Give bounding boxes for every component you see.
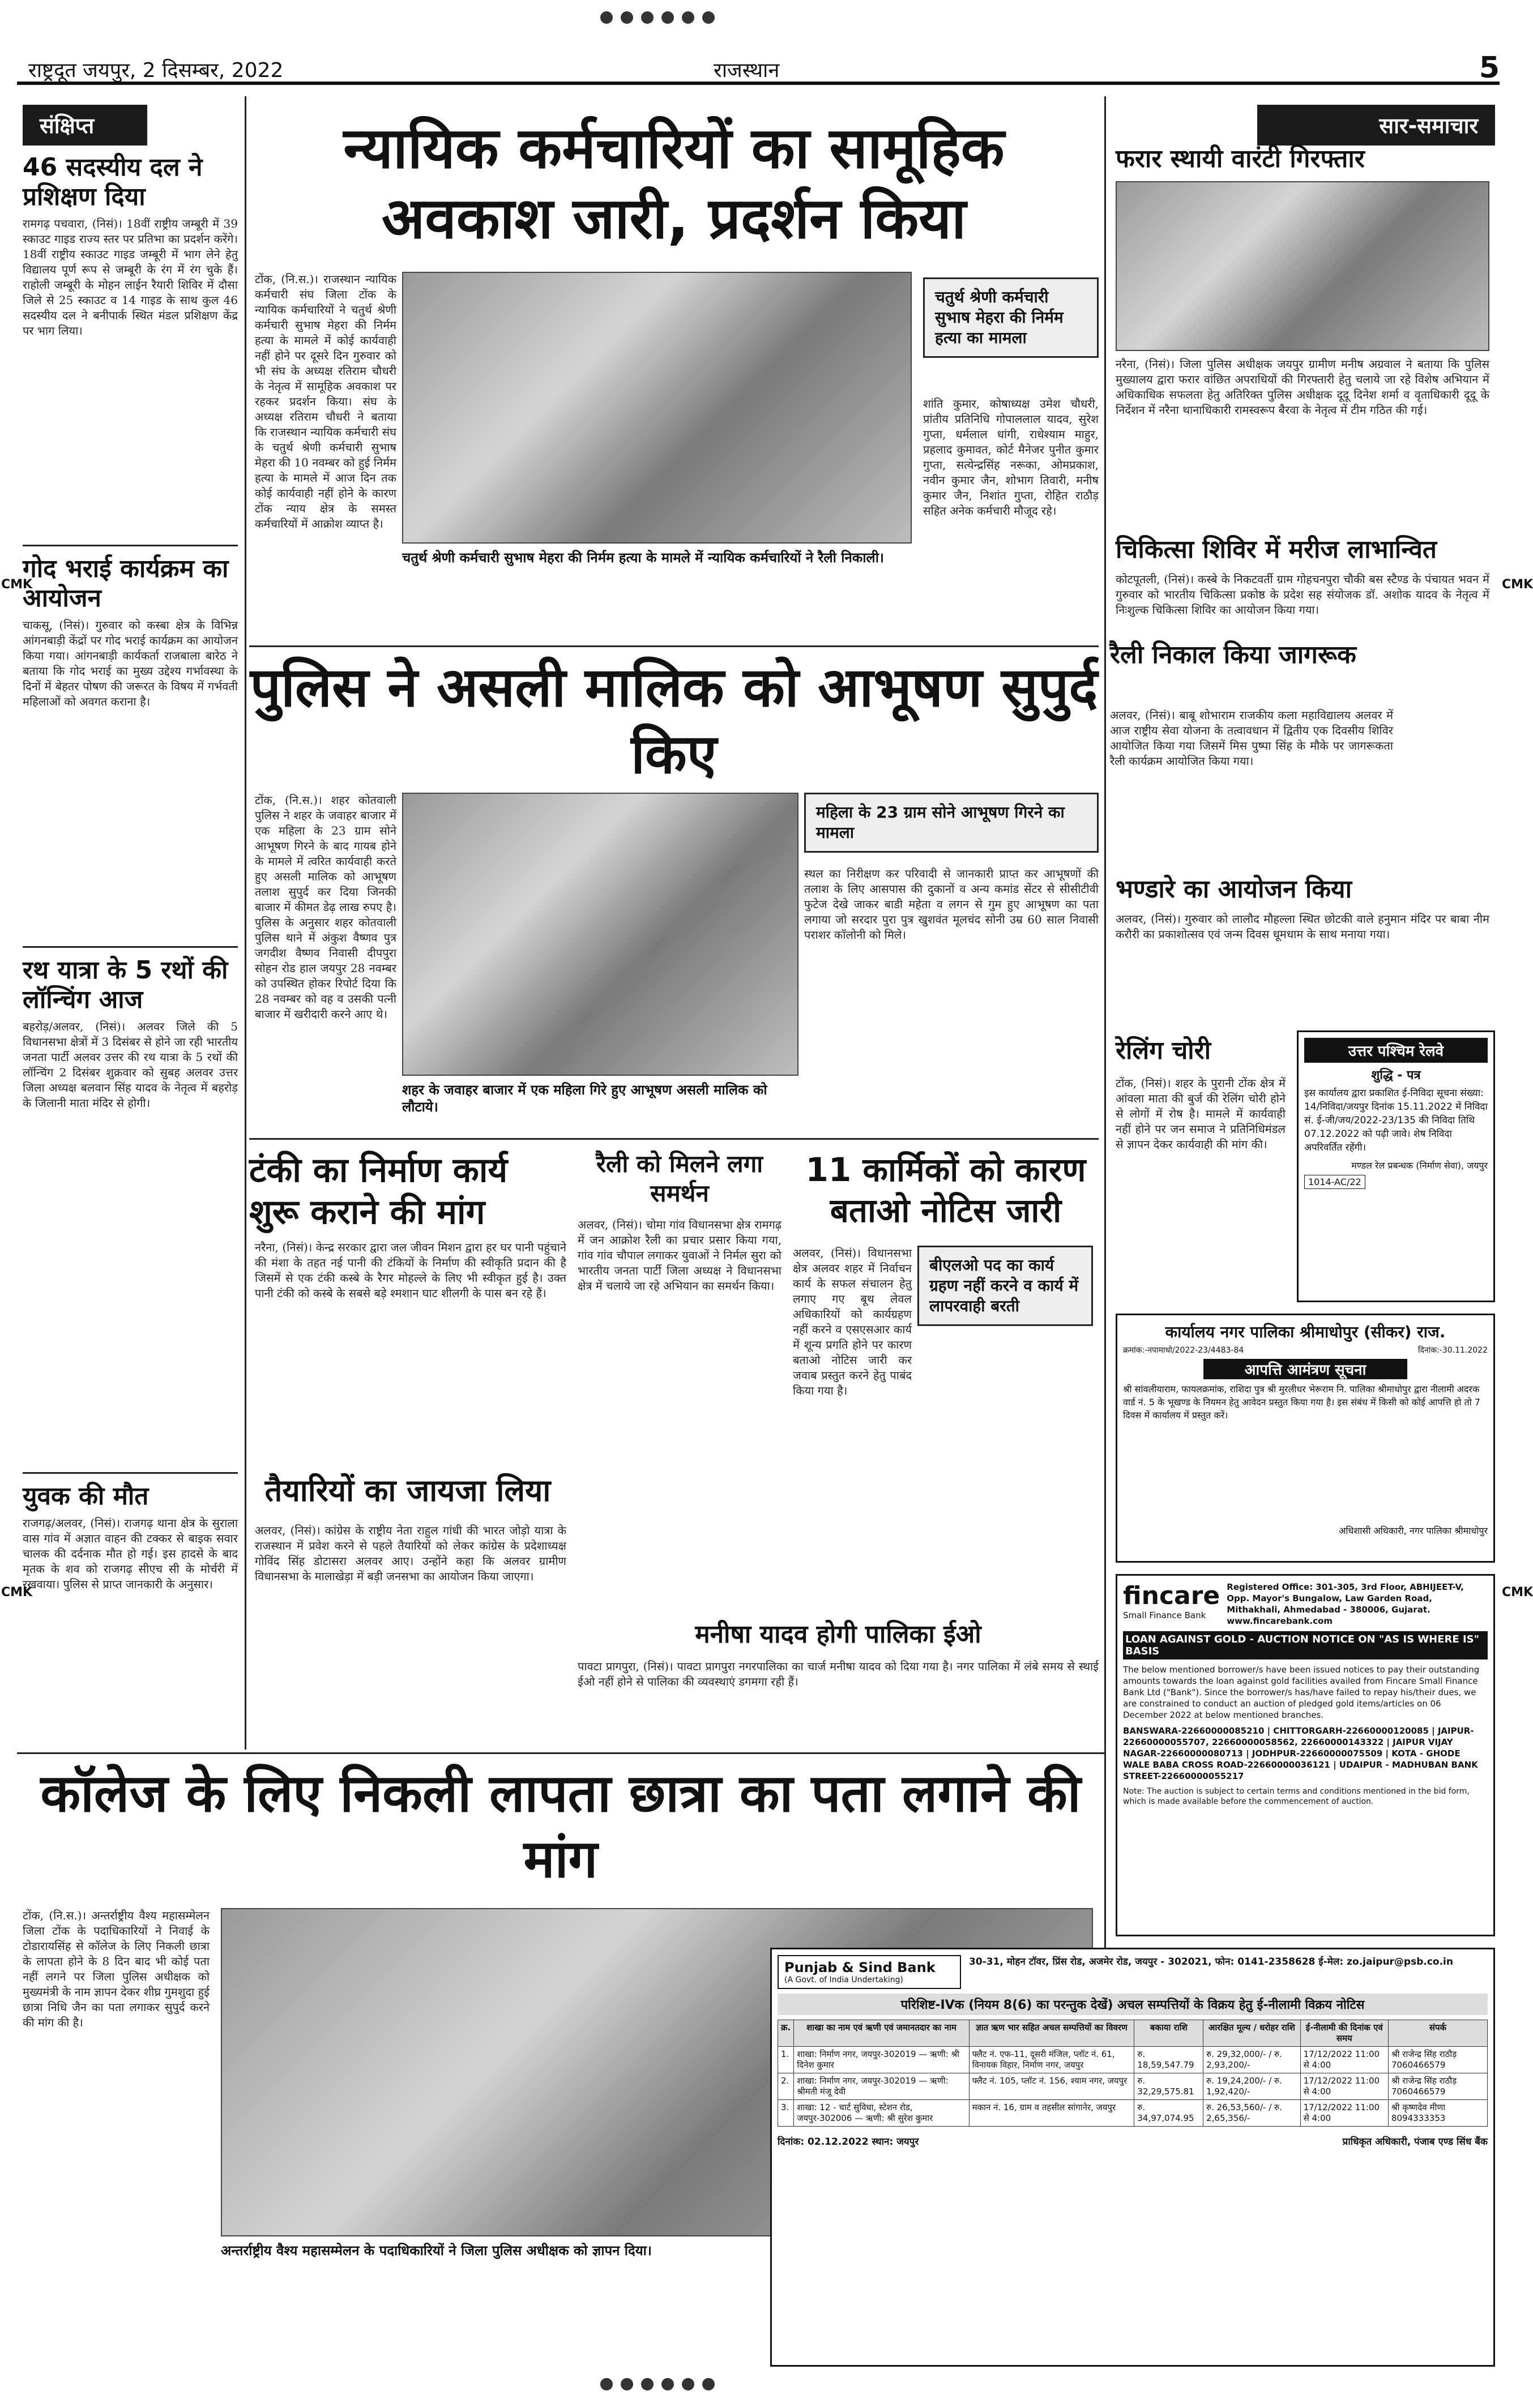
psb-footer-date: दिनांक: 02.12.2022 स्थान: जयपुर xyxy=(778,2136,919,2148)
cell: शाखा: निर्माण नगर, जयपुर-302019 — ऋणी: श्रीमती मंजू देवी xyxy=(794,2073,969,2100)
divider xyxy=(23,946,238,948)
nagar-notice xyxy=(1116,1314,1495,1563)
cell: श्री राजेन्द्र सिंह राठौड़ 7060466579 xyxy=(1388,2073,1487,2100)
psb-footer xyxy=(778,2135,1488,2148)
brief-heading: गोद भराई कार्यक्रम का आयोजन xyxy=(23,554,229,613)
story2-headline: पुलिस ने असली मालिक को आभूषण सुपुर्द किए xyxy=(250,656,1098,786)
col-header: संपर्क xyxy=(1388,2020,1487,2047)
print-dots-bottom xyxy=(600,2378,723,2393)
print-dots-top xyxy=(600,11,723,26)
story1-text-continued: शांति कुमार, कोषाध्यक्ष उमेश चौधरी, प्रांतीय प्रतिनिधि गोपाललाल यादव, सुरेश गुप्ता, धर्मलाल धांगी, राधेश्याम माहुर, प्रहलाद कुमावत, कोर्ट मैनेजर पुनीत कुमार गुप्ता, सत्येन्द्रसिंह नरूका, ओमप्रकाश, नवीन कुमार जैन, शोभाग तिवारी, मनीष कुमार जैन, निशांत गुप्ता, रोहित राठौड़ सहित अनेक कर्मचारी मौजूद रहे। xyxy=(923,397,1099,517)
story1-headline: न्यायिक कर्मचारियों का सामूहिक अवकाश जारी, प्रदर्शन किया xyxy=(343,115,1005,251)
right-brief-heading: रेलिंग चोरी xyxy=(1116,1036,1211,1065)
col-header: ई-नीलामी की दिनांक एवं समय xyxy=(1300,2020,1388,2047)
cell: रु. 29,32,000/- / रु. 2,93,200/- xyxy=(1203,2047,1300,2073)
fincare-note: Note: The auction is subject to certain terms and conditions mentioned in the bid form, which is made available before the commencement of auction. xyxy=(1123,1787,1470,1806)
cell: मकान नं. 16, ग्राम व तहसील सांगानेर, जयपुर xyxy=(969,2100,1134,2127)
header-section: राजस्थान xyxy=(714,59,780,82)
psb-sign: प्राधिकृत अधिकारी, पंजाब एण्ड सिंध बैंक xyxy=(1342,2136,1488,2148)
divider xyxy=(17,1752,1104,1754)
story2-photo xyxy=(402,793,798,1076)
header-dateline: राष्ट्रदूत जयपुर, 2 दिसम्बर, 2022 xyxy=(28,59,284,82)
story9-headline: रैली निकाल किया जागरूक xyxy=(1110,640,1356,669)
brief-text: रामगढ़ पचवारा, (निसं)। 18वीं राष्ट्रीय जम्बूरी में 39 स्काउट गाइड राज्य स्तर पर प्रतिभा का प्रदर्शन करेंगे। 18वीं राष्ट्रीय स्काउट गाइड जम्बूरी में भाग लेने हेतु विद्यालय पूर्ण रूप से जम्बूरी के रंग में रंग चुके हैं। राहोली जम्बूरी के मोहन लाईन रैयारी शिविर में दौसा जिले से 25 स्काउट व 14 गाइड के साथ कुल 46 सदस्यीय दल ने बनीपार्क स्थित मंडल प्रशिक्षण केंद्र पर भाग लिया। xyxy=(23,217,238,337)
sidebar-briefs xyxy=(23,153,238,1767)
railway-sub: शुद्धि - पत्र xyxy=(1371,1068,1421,1083)
right-brief-text: टोंक, (निसं)। शहर के पुरानी टोंक क्षेत्र में आंवला माता की बुर्ज की रेलिंग चोरी होने से लोगों में रोष है। मामले में कार्यवाही नहीं होने पर जन समाज ने प्रतिनिधिमंडल से ज्ञापन देकर कार्यवाही की मांग की। xyxy=(1116,1076,1286,1151)
brief-heading: 46 सदस्यीय दल ने प्रशिक्षण दिया xyxy=(23,153,203,211)
cell: 17/12/2022 11:00 से 4:00 xyxy=(1300,2073,1388,2100)
nagar-ref: क्रमांक:-नपामाधो/2022-23/4483-84 xyxy=(1123,1346,1244,1355)
story8-caption: अन्तर्राष्ट्रीय वैश्य महासम्मेलन के पदाधिकारियों ने जिला पुलिस अधीक्षक को ज्ञापन दिया। xyxy=(221,2243,652,2259)
col-header: ज्ञात ऋण भार सहित अचल सम्पत्तियों का विवरण xyxy=(969,2020,1134,2047)
fincare-logo xyxy=(1123,1581,1220,1627)
registration-mark-left-2: CMK xyxy=(1,1585,33,1599)
cell: फ्लैट नं. 105, प्लॉट नं. 156, श्याम नगर, जयपुर xyxy=(969,2073,1134,2100)
table-row xyxy=(778,2047,1488,2073)
cell: 17/12/2022 11:00 से 4:00 xyxy=(1300,2047,1388,2073)
cell: 2. xyxy=(778,2073,794,2100)
story8-text: टोंक, (नि.स.)। अन्तर्राष्ट्रीय वैश्य महासम्मेलन जिला टोंक के पदाधिकारियों ने निवाई के टोडारायसिंह से कॉलेज के लिए निकली छात्रा के लापता होने के 8 दिन बाद भी कोई पता नहीं लगने पर जिला पुलिस अधीक्षक को मुख्यमंत्री के नाम ज्ञापन देकर शीघ्र गुमशुदा हुई छात्रा निधि जैन का पता लगाकर सुपुर्द करने की मांग की है। xyxy=(23,1909,210,2029)
fincare-address: Registered Office: 301-305, 3rd Floor, ABHIJEET-V, Opp. Mayor's Bungalow, Law Garden Road, Mithakhali, Ahmedabad - 380006, Gujarat. www.fincarebank.com xyxy=(1227,1582,1464,1626)
right-brief-text: अलवर, (निसं)। गुरुवार को लालौद मौहल्ला स्थित छोटकी वाले हनुमान मंदिर पर बाबा नीम करौरी का प्रकाशोत्सव एवं जन्म दिवस धूमधाम के साथ मनाया गया। xyxy=(1116,912,1489,941)
story1-highlight: चतुर्थ श्रेणी कर्मचारी सुभाष मेहरा की निर्मम हत्या का मामला xyxy=(923,277,1099,358)
fincare-top xyxy=(1123,1581,1488,1627)
cell: 17/12/2022 11:00 से 4:00 xyxy=(1300,2100,1388,2127)
nagar-date: दिनांक:-30.11.2022 xyxy=(1417,1346,1488,1355)
col-header: बकाया राशि xyxy=(1134,2020,1203,2047)
fincare-tagline: Small Finance Bank xyxy=(1123,1610,1206,1620)
brief-heading: रथ यात्रा के 5 रथों की लॉन्चिंग आज xyxy=(23,956,228,1014)
cell: श्री कृष्णदेव मीणा 8094333353 xyxy=(1388,2100,1487,2127)
railway-sign: मण्डल रेल प्रबन्धक (निर्माण सेवा), जयपुर xyxy=(1351,1160,1488,1171)
page-header xyxy=(17,51,1500,85)
sidebar-tag: संक्षिप्त xyxy=(23,105,147,146)
right-photo xyxy=(1116,181,1489,351)
nagar-sign: अधिशासी अधिकारी, नगर पालिका श्रीमाधोपुर xyxy=(1339,1525,1488,1536)
right-tag: सार-समाचार xyxy=(1257,105,1495,146)
col-header: शाखा का नाम एवं ऋणी एवं जमानतदार का नाम xyxy=(794,2020,969,2047)
story2-highlight: महिला के 23 ग्राम सोने आभूषण गिरने का मामला xyxy=(804,793,1099,853)
psb-title: परिशिष्ट-IVक (नियम 8(6) का परन्तुक देखें) अचल सम्पत्तियों के विक्रय हेतु ई-नीलामी विक्रय नोटिस xyxy=(778,1994,1488,2015)
story3-text: नरैना, (निसं)। केन्द्र सरकार द्वारा जल जीवन मिशन द्वारा हर घर पानी पहुंचाने की मंशा के तहत नई पानी की टंकियों के निर्माण की स्वीकृति प्रदान की है जिसमें से एक टंकी कस्बे के रैगर मोहल्ले के लिए भी स्वीकृत हुई है। उक्त पानी टंकी को कस्बे के सबसे बड़े श्मशान घाट शीलगी के पास बन रहे हैं। xyxy=(255,1241,566,1300)
cell: शाखा: 12 - चार्ट सुविधा, स्टेशन रोड, जयपुर-302006 — ऋणी: श्री सुरेश कुमार xyxy=(794,2100,969,2127)
fincare-brand: fincare xyxy=(1123,1581,1220,1610)
story9-text: अलवर, (निसं)। बाबू शोभाराम राजकीय कला महाविद्यालय अलवर में आज राष्ट्रीय सेवा योजना के तत्वावधान में द्वितीय एक दिवसीय शिविर आयोजित किया गया जिसमें मिस पुष्पा सिंह के मौके पर जागरूकता रैली कार्यक्रम आयोजित किया गया। xyxy=(1110,708,1393,768)
psb-notice xyxy=(770,1948,1495,2367)
railway-code: 1014-AC/22 xyxy=(1304,1175,1365,1189)
story3-headline: टंकी का निर्माण कार्य शुरू कराने की मांग xyxy=(249,1150,508,1232)
story5-headline: 11 कार्मिकों को कारण बताओ नोटिस जारी xyxy=(805,1150,1086,1230)
cell: 1. xyxy=(778,2047,794,2073)
nagar-title: कार्यालय नगर पालिका श्रीमाधोपुर (सीकर) राज. xyxy=(1165,1323,1446,1341)
brief-heading: युवक की मौत xyxy=(23,1482,149,1511)
story2-text-continued: स्थल का निरीक्षण कर परिवादी से जानकारी प्राप्त कर आभूषणों की तलाश के लिए आसपास की दुकानों व अन्य कमांड सेंटर से सीसीटीवी फुटेज देखे जाकर बाडी महेता व लगन से गुम हुए आभूषण का पता लगाया जो सरदार पुरा पुत्र खुशवंत मूलचंद सोनी उम्र 60 साल निवासी पराशर कॉलोनी को मिले। xyxy=(804,867,1099,942)
cell: फ्लैट नं. एफ-11, दूसरी मंजिल, प्लॉट नं. 61, विनायक विहार, निर्माण नगर, जयपुर xyxy=(969,2047,1134,2073)
right-brief-text: कोटपूतली, (निसं)। कस्बे के निकटवर्ती ग्राम गोहचनपुरा चौकी बस स्टैण्ड के पंचायत भवन में गुरुवार को भारतीय चिकित्सा प्रकोष्ठ के प्रदेश सह संयोजक डॉ. अशोक यादव के नेतृत्व में निःशुल्क चिकित्सा शिविर का आयोजन किया गया। xyxy=(1116,572,1489,617)
table-header-row xyxy=(778,2020,1488,2047)
registration-mark-right: CMK xyxy=(1502,578,1533,592)
railway-notice xyxy=(1297,1030,1495,1302)
psb-address: 30-31, मोहन टॉवर, प्रिंस रोड, अजमेर रोड, जयपुर - 302021, फोन: 0141-2358628 ई-मेल: zo.jaipur@psb.co.in xyxy=(969,1956,1453,1968)
cell: रु. 19,24,200/- / रु. 1,92,420/- xyxy=(1203,2073,1300,2100)
railway-title: उत्तर पश्चिम रेलवे xyxy=(1304,1038,1488,1063)
registration-mark-left: CMK xyxy=(1,578,33,592)
divider xyxy=(23,545,238,546)
brief-text: राजगढ़/अलवर, (निसं)। राजगढ़ थाना क्षेत्र के सुराला वास गांव में अज्ञात वाहन की टक्कर से बाइक सवार चालक की दर्दनाक मौत हो गई। इस हादसे के बाद मृतक के शव को राजगढ़ सीएच सी के मोर्चरी में रखवाया। पुलिस से प्राप्त जानकारी के अनुसार। xyxy=(23,1516,238,1591)
divider xyxy=(249,645,1099,647)
table-row xyxy=(778,2073,1488,2100)
story1-caption: चतुर्थ श्रेणी कर्मचारी सुभाष मेहरा की निर्मम हत्या के मामले में न्यायिक कर्मचारियों ने रैली निकाली। xyxy=(402,550,885,566)
psb-brand: Punjab & Sind Bank xyxy=(784,1960,936,1975)
fincare-banner: LOAN AGAINST GOLD - AUCTION NOTICE ON "AS IS WHERE IS" BASIS xyxy=(1123,1631,1488,1659)
cell: 3. xyxy=(778,2100,794,2127)
nagar-text: श्री सांवलीयाराम, फायलक्रमांक, राशिदा पुत्र श्री मुरलीधर भेरूराम नि. पालिका श्रीमाधोपुर द्वारा नीलामी अदरक वार्ड नं. 5 के भूखण्ड के नियमन हेतु आवेदन प्रस्तुत किया गया है। इस संबंध में किसी को कोई आपत्ति हो तो 7 दिवस में कार्यालय में प्रस्तुत करें। xyxy=(1123,1384,1480,1421)
cell: रु. 18,59,547.79 xyxy=(1134,2047,1203,2073)
psb-sub: (A Govt. of India Undertaking) xyxy=(784,1975,903,1984)
story6-headline: तैयारियों का जायजा लिया xyxy=(264,1473,551,1508)
brief-text: बहरोड़/अलवर, (निसं)। अलवर जिले की 5 विधानसभा क्षेत्रों में 3 दिसंबर से होने जा रही भारतीय जनता पार्टी अलवर उत्तर की रथ यात्रा के 5 रथों की लॉन्चिंग 2 दिसंबर शुक्रवार को सुबह अलवर उत्तर जिला अध्यक्ष बलवान सिंह यादव के नेतृत्व में बहरोड़ के जिलानी माता मंदिर से होगी। xyxy=(23,1020,238,1110)
story7-headline: मनीषा यादव होगी पालिका ईओ xyxy=(695,1620,981,1649)
story5-text: अलवर, (निसं)। विधानसभा क्षेत्र अलवर शहर में निर्वाचन कार्य के सफल संचालन हेतु लगाए गए बूथ लेवल अधिकारियों को कार्यग्रहण नहीं करने व एसएसआर कार्य में शून्य प्रगति होने पर कारण बताओ नोटिस जारी कर जवाब प्रस्तुत करने हेतु पाबंद किया गया है। xyxy=(793,1246,912,1397)
psb-top xyxy=(778,1955,1488,1989)
fincare-text: The below mentioned borrower/s have been issued notices to pay their outstanding amounts towards the loan against gold facilities availed from Fincare Small Finance Bank Ltd ("Bank"). Since the borrower/s has/have failed to repay his/their dues, we are constrained to conduct an auction of pledged gold items/articles on 06 December 2022 at below mentioned branches. xyxy=(1123,1665,1480,1720)
cell: रु. 34,97,074.95 xyxy=(1134,2100,1203,2127)
registration-mark-right-2: CMK xyxy=(1502,1585,1533,1599)
fincare-notice xyxy=(1116,1574,1495,1936)
cell: रु. 32,29,575.81 xyxy=(1134,2073,1203,2100)
right-brief-heading: भण्डारे का आयोजन किया xyxy=(1116,875,1352,904)
column-rule xyxy=(245,96,246,1750)
divider xyxy=(249,1138,1099,1140)
right-brief-text: नरैना, (निसं)। जिला पुलिस अधीक्षक जयपुर ग्रामीण मनीष अग्रवाल ने बताया कि पुलिस मुख्यालय द्वारा फरार वांछित अपराधियों की गिरफ्तारी हेतु चलाये जा रहे विशेष अभियान में अधिकाधिक सफलता हेतु अतिरिक्त पुलिस अधीक्षक दूदू दिनेश शर्मा व वृताधिकारी दूदू के निर्देशन में नरैना थानाधिकारी रामस्वरूप बैरवा के नेतृत्व में टीम गठित की गई। xyxy=(1116,357,1489,417)
railway-text: इस कार्यालय द्वारा प्रकाशित ई-निविदा सूचना संख्या: 14/निविदा/जयपुर दिनांक 15.11.2022 में निविदा सं. ई-जी/जय/2022-23/135 की निविदा तिथि 07.12.2022 को पढ़ी जावे। शेष निविदा अपरिवर्तित रहेंगी। xyxy=(1304,1088,1488,1153)
story7-text: पावटा प्रागपुरा, (निसं)। पावटा प्रागपुरा नगरपालिका का चार्ज मनीषा यादव को दिया गया है। नगर पालिका में लंबे समय से स्थाई ईओ नहीं होने से पालिका की व्यवस्थाएं डगमगा रही हैं। xyxy=(578,1659,1099,1688)
psb-table xyxy=(778,2020,1488,2127)
right-brief-heading: फरार स्थायी वारंटी गिरफ्तार xyxy=(1116,144,1365,173)
cell: शाखा: निर्माण नगर, जयपुर-302019 — ऋणी: श्री दिनेश कुमार xyxy=(794,2047,969,2073)
story4-text: अलवर, (निसं)। चोमा गांव विधानसभा क्षेत्र रामगढ़ में जन आक्रोश रैली का प्रचार प्रसार किया गया, गांव गांव चौपाल लगाकर युवाओं ने निर्मल सुरा को भारतीय जनता पार्टी जिला अध्यक्ष ने विधानसभा क्षेत्र में चलाये जा रहे अभियान का समर्थन किया। xyxy=(578,1218,782,1293)
story2-text: टोंक, (नि.स.)। शहर कोतवाली पुलिस ने शहर के जवाहर बाजार में एक महिला के 23 ग्राम सोने आभूषण गिरने के बाद गायब होने के मामले में त्वरित कार्यवाही करते हुए असली मालिक को आभूषण तलाश सुपुर्द कर दिया जिनकी बाजार में कीमत डेढ़ लाख रुपए है। पुलिस के अनुसार शहर कोतवाली पुलिस थाने में अंकुश वैष्णव पुत्र जगदीश वैष्णव निवासी दीपपुरा सोहन रोड हाल जयपुर 28 नवम्बर को उपस्थित होकर रिपोर्ट दिया कि 28 नवम्बर को वह व उसकी पत्नी बाजार में खरीदारी करने आए थे। xyxy=(255,793,396,1021)
story2-caption: शहर के जवाहर बाजार में एक महिला गिरे हुए आभूषण असली मालिक को लौटाये। xyxy=(402,1082,767,1115)
nagar-ref-row xyxy=(1123,1345,1488,1355)
cell: रु. 26,53,560/- / रु. 2,65,356/- xyxy=(1203,2100,1300,2127)
fincare-accounts: BANSWARA-22660000085210 | CHITTORGARH-22660000120085 | JAIPUR-22660000055707, 22660000058562, 22660000143322 | JAIPUR VIJAY NAGAR-22660000080713 | JODHPUR-22660000075509 | KOTA - GHODE WALE BABA CROSS ROAD-22660000036121 | UDAIPUR - MADHUBAN BANK STREET-22660000055217 xyxy=(1123,1726,1478,1781)
story8-headline: कॉलेज के लिए निकली लापता छात्रा का पता लगाने की मांग xyxy=(40,1763,1081,1889)
psb-logo xyxy=(778,1955,961,1989)
col-header: क्र. xyxy=(778,2020,794,2047)
brief-text: चाकसू, (निसं)। गुरुवार को कस्बा क्षेत्र के विभिन्न आंगनबाड़ी केंद्रों पर गोद भराई कार्यक्रम का आयोजन किया गया। आंगनबाड़ी कार्यकर्ता राजबाला बारेठ ने बताया कि गोद भराई का मुख्य उद्देश्य गर्भावस्था के दिनों में बेहतर पोषण की जरूरत के विषय में गर्भवती महिलाओं को अवगत कराना है। xyxy=(23,618,238,708)
cell: श्री राजेन्द्र सिंह राठौड़ 7060466579 xyxy=(1388,2047,1487,2073)
story1-photo xyxy=(402,272,912,544)
table-row xyxy=(778,2100,1488,2127)
story6-text: अलवर, (निसं)। कांग्रेस के राष्ट्रीय नेता राहुल गांधी की भारत जोड़ो यात्रा के राजस्थान में प्रवेश करने से पहले तैयारियों को लेकर कांग्रेस के प्रदेशाध्यक्ष गोविंद सिंह डोटासरा अलवर आए। उन्होंने कहा कि अलवर ग्रामीण विधानसभा के मालाखेड़ा में बड़ी जनसभा का आयोजन किया जाएगा। xyxy=(255,1524,566,1583)
story5-highlight: बीएलओ पद का कार्य ग्रहण नहीं करने व कार्य में लापरवाही बरती xyxy=(917,1246,1093,1326)
col-header: आरक्षित मूल्य / धरोहर राशि xyxy=(1203,2020,1300,2047)
page-number: 5 xyxy=(1479,51,1500,85)
right-brief-heading: चिकित्सा शिविर में मरीज लाभान्वित xyxy=(1116,535,1437,564)
divider xyxy=(23,1472,238,1474)
story1-text: टोंक, (नि.स.)। राजस्थान न्यायिक कर्मचारी संघ जिला टोंक के न्यायिक कर्मचारियों ने चतुर्थ श्रेणी कर्मचारी सुभाष मेहरा की निर्मम हत्या के मामले में कोई कार्यवाही नहीं होने पर दूसरे दिन गुरुवार को भी संघ के अध्यक्ष रतिराम चौधरी के नेतृत्व में सामूहिक अवकाश पर रहकर प्रदर्शन किया। संघ के अध्यक्ष रतिराम चौधरी ने बताया कि राजस्थान न्यायिक कर्मचारी संघ के चतुर्थ श्रेणी कर्मचारी सुभाष मेहरा की 10 नवम्बर को हुई निर्मम हत्या के मामले में आज दिन तक कोई कार्यवाही नहीं होने के कारण टोंक न्याय क्षेत्र के समस्त कर्मचारियों में आक्रोश व्याप्त है। xyxy=(255,272,396,531)
story4-headline: रैली को मिलने लगा समर्थन xyxy=(596,1150,763,1207)
nagar-sub: आपत्ति आमंत्रण सूचना xyxy=(1203,1359,1407,1379)
